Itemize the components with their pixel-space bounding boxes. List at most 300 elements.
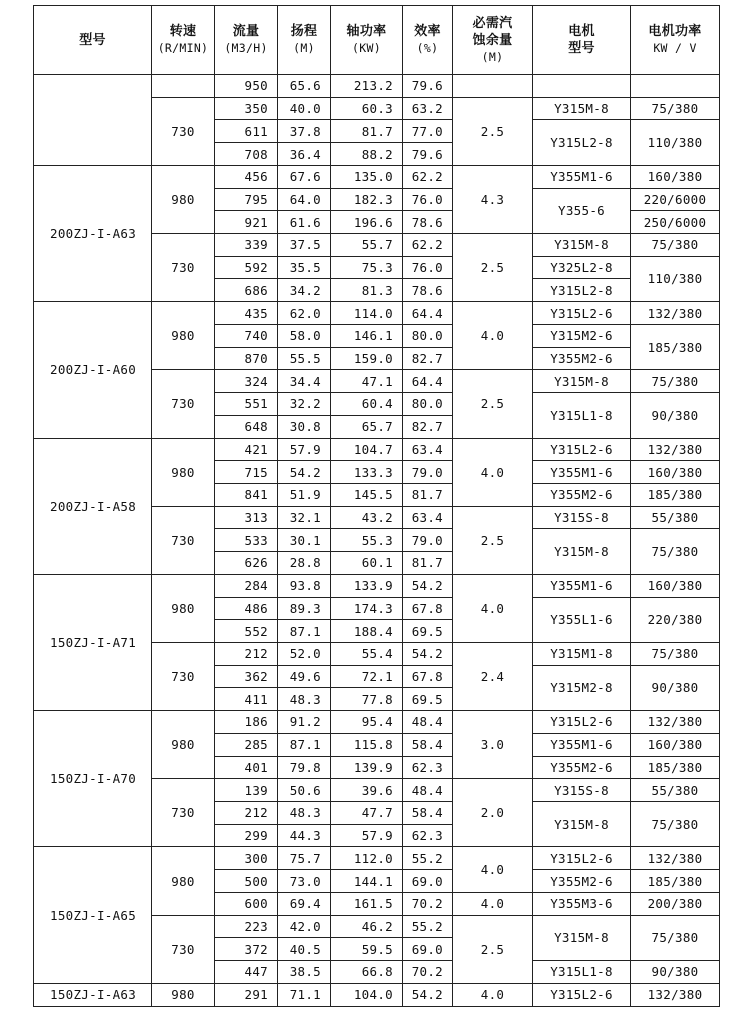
shaft-power-cell: 55.4 bbox=[331, 642, 403, 665]
flow-cell: 284 bbox=[215, 574, 278, 597]
shaft-power-cell: 88.2 bbox=[331, 143, 403, 166]
head-cell: 61.6 bbox=[278, 211, 331, 234]
header-unit: (M) bbox=[481, 49, 504, 64]
flow-cell: 186 bbox=[215, 711, 278, 734]
efficiency-cell: 55.2 bbox=[403, 847, 453, 870]
flow-cell: 223 bbox=[215, 915, 278, 938]
model-cell: 200ZJ-I-A63 bbox=[34, 165, 152, 301]
flow-cell: 324 bbox=[215, 370, 278, 393]
head-cell: 64.0 bbox=[278, 188, 331, 211]
header-unit: (%) bbox=[416, 41, 439, 55]
shaft-power-cell: 133.9 bbox=[331, 574, 403, 597]
head-cell: 54.2 bbox=[278, 461, 331, 484]
head-cell: 42.0 bbox=[278, 915, 331, 938]
motor-power-cell: 132/380 bbox=[631, 983, 720, 1006]
shaft-power-cell: 146.1 bbox=[331, 324, 403, 347]
shaft-power-cell: 95.4 bbox=[331, 711, 403, 734]
table-row bbox=[34, 75, 720, 98]
efficiency-cell: 70.2 bbox=[403, 892, 453, 915]
speed-cell: 980 bbox=[152, 847, 215, 915]
motor-power-cell: 132/380 bbox=[631, 302, 720, 325]
speed-cell: 980 bbox=[152, 165, 215, 233]
shaft-power-cell: 77.8 bbox=[331, 688, 403, 711]
npsh-cell: 2.0 bbox=[453, 779, 533, 847]
flow-cell: 456 bbox=[215, 165, 278, 188]
head-cell: 48.3 bbox=[278, 688, 331, 711]
shaft-power-cell: 135.0 bbox=[331, 165, 403, 188]
efficiency-cell: 63.4 bbox=[403, 438, 453, 461]
efficiency-cell: 69.0 bbox=[403, 938, 453, 961]
efficiency-cell: 79.0 bbox=[403, 529, 453, 552]
flow-cell: 626 bbox=[215, 552, 278, 575]
header-title: 轴功率 bbox=[346, 24, 387, 39]
head-cell: 36.4 bbox=[278, 143, 331, 166]
flow-cell: 350 bbox=[215, 97, 278, 120]
motor-power-cell: 110/380 bbox=[631, 256, 720, 301]
head-cell: 28.8 bbox=[278, 552, 331, 575]
flow-cell: 212 bbox=[215, 802, 278, 825]
shaft-power-cell: 174.3 bbox=[331, 597, 403, 620]
table-row bbox=[34, 983, 720, 1006]
efficiency-cell: 64.4 bbox=[403, 302, 453, 325]
shaft-power-cell: 182.3 bbox=[331, 188, 403, 211]
head-cell: 69.4 bbox=[278, 892, 331, 915]
motor-power-cell: 250/6000 bbox=[631, 211, 720, 234]
motor-power-cell: 110/380 bbox=[631, 120, 720, 165]
efficiency-cell: 69.0 bbox=[403, 870, 453, 893]
shaft-power-cell: 47.1 bbox=[331, 370, 403, 393]
flow-cell: 551 bbox=[215, 393, 278, 416]
efficiency-cell: 62.3 bbox=[403, 756, 453, 779]
motor-model-cell: Y315M-8 bbox=[533, 97, 631, 120]
motor-model-cell: Y315L2-8 bbox=[533, 279, 631, 302]
motor-model-cell bbox=[533, 75, 631, 98]
motor-power-cell: 75/380 bbox=[631, 802, 720, 847]
efficiency-cell: 63.2 bbox=[403, 97, 453, 120]
npsh-cell: 2.5 bbox=[453, 370, 533, 438]
head-cell: 67.6 bbox=[278, 165, 331, 188]
shaft-power-cell: 57.9 bbox=[331, 824, 403, 847]
efficiency-cell: 79.6 bbox=[403, 75, 453, 98]
shaft-power-cell: 55.7 bbox=[331, 234, 403, 257]
motor-model-cell: Y315L1-8 bbox=[533, 961, 631, 984]
shaft-power-cell: 213.2 bbox=[331, 75, 403, 98]
efficiency-cell: 58.4 bbox=[403, 733, 453, 756]
head-cell: 75.7 bbox=[278, 847, 331, 870]
head-cell: 91.2 bbox=[278, 711, 331, 734]
npsh-cell: 4.3 bbox=[453, 165, 533, 233]
head-cell: 79.8 bbox=[278, 756, 331, 779]
motor-model-cell: Y315M-8 bbox=[533, 234, 631, 257]
efficiency-cell: 76.0 bbox=[403, 256, 453, 279]
shaft-power-cell: 66.8 bbox=[331, 961, 403, 984]
flow-cell: 486 bbox=[215, 597, 278, 620]
shaft-power-cell: 145.5 bbox=[331, 483, 403, 506]
shaft-power-cell: 133.3 bbox=[331, 461, 403, 484]
shaft-power-cell: 72.1 bbox=[331, 665, 403, 688]
head-cell: 62.0 bbox=[278, 302, 331, 325]
speed-cell: 980 bbox=[152, 574, 215, 642]
flow-cell: 870 bbox=[215, 347, 278, 370]
efficiency-cell: 77.0 bbox=[403, 120, 453, 143]
efficiency-cell: 54.2 bbox=[403, 642, 453, 665]
shaft-power-cell: 43.2 bbox=[331, 506, 403, 529]
head-cell: 52.0 bbox=[278, 642, 331, 665]
motor-power-cell: 185/380 bbox=[631, 756, 720, 779]
motor-model-cell: Y315S-8 bbox=[533, 506, 631, 529]
head-cell: 32.2 bbox=[278, 393, 331, 416]
motor-power-cell: 55/380 bbox=[631, 779, 720, 802]
motor-model-cell: Y325L2-8 bbox=[533, 256, 631, 279]
motor-model-cell: Y315M-8 bbox=[533, 370, 631, 393]
flow-cell: 648 bbox=[215, 415, 278, 438]
motor-model-cell: Y355M1-6 bbox=[533, 574, 631, 597]
flow-cell: 291 bbox=[215, 983, 278, 1006]
flow-cell: 411 bbox=[215, 688, 278, 711]
npsh-cell: 2.4 bbox=[453, 642, 533, 710]
table-row bbox=[34, 711, 720, 734]
motor-power-cell: 185/380 bbox=[631, 324, 720, 369]
speed-cell: 980 bbox=[152, 302, 215, 370]
flow-cell: 611 bbox=[215, 120, 278, 143]
npsh-cell: 4.0 bbox=[453, 847, 533, 892]
efficiency-cell: 76.0 bbox=[403, 188, 453, 211]
motor-power-cell: 132/380 bbox=[631, 847, 720, 870]
speed-cell: 980 bbox=[152, 983, 215, 1006]
head-cell: 65.6 bbox=[278, 75, 331, 98]
efficiency-cell: 82.7 bbox=[403, 347, 453, 370]
speed-cell: 980 bbox=[152, 438, 215, 506]
pump-spec-table bbox=[33, 5, 720, 1007]
efficiency-cell: 54.2 bbox=[403, 574, 453, 597]
header-motor-power bbox=[631, 6, 720, 75]
header-head bbox=[278, 6, 331, 75]
header-model bbox=[34, 6, 152, 75]
shaft-power-cell: 104.0 bbox=[331, 983, 403, 1006]
efficiency-cell: 67.8 bbox=[403, 597, 453, 620]
motor-power-cell: 220/6000 bbox=[631, 188, 720, 211]
efficiency-cell: 80.0 bbox=[403, 393, 453, 416]
flow-cell: 552 bbox=[215, 620, 278, 643]
speed-cell: 730 bbox=[152, 915, 215, 983]
efficiency-cell: 69.5 bbox=[403, 688, 453, 711]
shaft-power-cell: 159.0 bbox=[331, 347, 403, 370]
shaft-power-cell: 65.7 bbox=[331, 415, 403, 438]
efficiency-cell: 62.2 bbox=[403, 165, 453, 188]
motor-power-cell: 75/380 bbox=[631, 529, 720, 574]
shaft-power-cell: 104.7 bbox=[331, 438, 403, 461]
motor-model-cell: Y355M2-6 bbox=[533, 870, 631, 893]
npsh-cell: 4.0 bbox=[453, 438, 533, 506]
motor-power-cell bbox=[631, 75, 720, 98]
motor-power-cell: 185/380 bbox=[631, 483, 720, 506]
speed-cell: 730 bbox=[152, 506, 215, 574]
table-row bbox=[34, 438, 720, 461]
shaft-power-cell: 114.0 bbox=[331, 302, 403, 325]
head-cell: 34.2 bbox=[278, 279, 331, 302]
npsh-cell: 2.5 bbox=[453, 915, 533, 983]
shaft-power-cell: 144.1 bbox=[331, 870, 403, 893]
efficiency-cell: 58.4 bbox=[403, 802, 453, 825]
motor-model-cell: Y315M2-6 bbox=[533, 324, 631, 347]
flow-cell: 285 bbox=[215, 733, 278, 756]
flow-cell: 300 bbox=[215, 847, 278, 870]
header-title: 转速 bbox=[169, 24, 197, 39]
head-cell: 73.0 bbox=[278, 870, 331, 893]
motor-power-cell: 75/380 bbox=[631, 642, 720, 665]
header-title: 型号 bbox=[79, 32, 106, 48]
shaft-power-cell: 60.4 bbox=[331, 393, 403, 416]
table-row bbox=[34, 302, 720, 325]
header-unit: (R/MIN) bbox=[157, 41, 209, 55]
motor-model-cell: Y315L2-6 bbox=[533, 302, 631, 325]
motor-power-cell: 75/380 bbox=[631, 234, 720, 257]
flow-cell: 500 bbox=[215, 870, 278, 893]
efficiency-cell: 81.7 bbox=[403, 483, 453, 506]
flow-cell: 212 bbox=[215, 642, 278, 665]
motor-model-cell: Y355-6 bbox=[533, 188, 631, 233]
head-cell: 48.3 bbox=[278, 802, 331, 825]
header-title: 扬程 bbox=[290, 24, 318, 39]
efficiency-cell: 70.2 bbox=[403, 961, 453, 984]
head-cell: 38.5 bbox=[278, 961, 331, 984]
efficiency-cell: 79.6 bbox=[403, 143, 453, 166]
speed-cell: 730 bbox=[152, 97, 215, 165]
motor-power-cell: 185/380 bbox=[631, 870, 720, 893]
flow-cell: 592 bbox=[215, 256, 278, 279]
header-npsh bbox=[453, 6, 533, 75]
shaft-power-cell: 81.3 bbox=[331, 279, 403, 302]
motor-model-cell: Y315M-8 bbox=[533, 802, 631, 847]
head-cell: 37.5 bbox=[278, 234, 331, 257]
header-unit: (KW) bbox=[352, 41, 381, 55]
efficiency-cell: 62.2 bbox=[403, 234, 453, 257]
header-title: 电机 型号 bbox=[568, 24, 595, 56]
head-cell: 32.1 bbox=[278, 506, 331, 529]
npsh-cell: 3.0 bbox=[453, 711, 533, 779]
speed-cell: 730 bbox=[152, 642, 215, 710]
motor-power-cell: 90/380 bbox=[631, 393, 720, 438]
shaft-power-cell: 59.5 bbox=[331, 938, 403, 961]
head-cell: 30.8 bbox=[278, 415, 331, 438]
shaft-power-cell: 55.3 bbox=[331, 529, 403, 552]
flow-cell: 401 bbox=[215, 756, 278, 779]
shaft-power-cell: 47.7 bbox=[331, 802, 403, 825]
model-cell: 150ZJ-I-A63 bbox=[34, 983, 152, 1006]
shaft-power-cell: 196.6 bbox=[331, 211, 403, 234]
motor-power-cell: 220/380 bbox=[631, 597, 720, 642]
speed-cell: 730 bbox=[152, 779, 215, 847]
header-title: 电机功率 bbox=[648, 24, 702, 39]
npsh-cell: 4.0 bbox=[453, 574, 533, 642]
header-unit: (M3/H) bbox=[224, 41, 268, 55]
shaft-power-cell: 161.5 bbox=[331, 892, 403, 915]
shaft-power-cell: 75.3 bbox=[331, 256, 403, 279]
head-cell: 30.1 bbox=[278, 529, 331, 552]
motor-power-cell: 160/380 bbox=[631, 574, 720, 597]
header-title: 必需汽 蚀余量 bbox=[472, 15, 513, 48]
header-shaft-power bbox=[331, 6, 403, 75]
shaft-power-cell: 139.9 bbox=[331, 756, 403, 779]
head-cell: 87.1 bbox=[278, 733, 331, 756]
npsh-cell: 2.5 bbox=[453, 234, 533, 302]
npsh-cell bbox=[453, 75, 533, 98]
model-cell: 200ZJ-I-A58 bbox=[34, 438, 152, 574]
flow-cell: 435 bbox=[215, 302, 278, 325]
header-row bbox=[34, 6, 720, 75]
efficiency-cell: 48.4 bbox=[403, 711, 453, 734]
head-cell: 51.9 bbox=[278, 483, 331, 506]
motor-power-cell: 132/380 bbox=[631, 438, 720, 461]
motor-power-cell: 75/380 bbox=[631, 915, 720, 960]
motor-model-cell: Y355M3-6 bbox=[533, 892, 631, 915]
efficiency-cell: 55.2 bbox=[403, 915, 453, 938]
flow-cell: 447 bbox=[215, 961, 278, 984]
npsh-cell: 2.5 bbox=[453, 506, 533, 574]
npsh-cell: 4.0 bbox=[453, 983, 533, 1006]
flow-cell: 600 bbox=[215, 892, 278, 915]
flow-cell: 686 bbox=[215, 279, 278, 302]
npsh-cell: 4.0 bbox=[453, 892, 533, 915]
speed-cell: 980 bbox=[152, 711, 215, 779]
motor-model-cell: Y315L2-8 bbox=[533, 120, 631, 165]
motor-power-cell: 55/380 bbox=[631, 506, 720, 529]
efficiency-cell: 63.4 bbox=[403, 506, 453, 529]
model-cell bbox=[34, 75, 152, 166]
head-cell: 50.6 bbox=[278, 779, 331, 802]
head-cell: 49.6 bbox=[278, 665, 331, 688]
efficiency-cell: 62.3 bbox=[403, 824, 453, 847]
efficiency-cell: 79.0 bbox=[403, 461, 453, 484]
head-cell: 57.9 bbox=[278, 438, 331, 461]
table-row bbox=[34, 847, 720, 870]
model-cell: 150ZJ-I-A70 bbox=[34, 711, 152, 847]
motor-power-cell: 132/380 bbox=[631, 711, 720, 734]
motor-model-cell: Y315L2-6 bbox=[533, 983, 631, 1006]
header-efficiency bbox=[403, 6, 453, 75]
table-row bbox=[34, 574, 720, 597]
motor-model-cell: Y315M1-8 bbox=[533, 642, 631, 665]
flow-cell: 740 bbox=[215, 324, 278, 347]
header-motor-model bbox=[533, 6, 631, 75]
motor-power-cell: 90/380 bbox=[631, 665, 720, 710]
flow-cell: 421 bbox=[215, 438, 278, 461]
flow-cell: 339 bbox=[215, 234, 278, 257]
efficiency-cell: 48.4 bbox=[403, 779, 453, 802]
model-cell: 150ZJ-I-A71 bbox=[34, 574, 152, 710]
motor-model-cell: Y315S-8 bbox=[533, 779, 631, 802]
flow-cell: 299 bbox=[215, 824, 278, 847]
header-title: 效率 bbox=[414, 24, 441, 39]
shaft-power-cell: 115.8 bbox=[331, 733, 403, 756]
efficiency-cell: 78.6 bbox=[403, 279, 453, 302]
flow-cell: 533 bbox=[215, 529, 278, 552]
flow-cell: 372 bbox=[215, 938, 278, 961]
efficiency-cell: 69.5 bbox=[403, 620, 453, 643]
speed-cell: 730 bbox=[152, 234, 215, 302]
shaft-power-cell: 188.4 bbox=[331, 620, 403, 643]
model-cell: 200ZJ-I-A60 bbox=[34, 302, 152, 438]
flow-cell: 795 bbox=[215, 188, 278, 211]
motor-model-cell: Y355M2-6 bbox=[533, 756, 631, 779]
head-cell: 71.1 bbox=[278, 983, 331, 1006]
header-unit: (M) bbox=[293, 41, 315, 55]
efficiency-cell: 67.8 bbox=[403, 665, 453, 688]
header-unit: KW / V bbox=[653, 41, 697, 55]
head-cell: 89.3 bbox=[278, 597, 331, 620]
efficiency-cell: 81.7 bbox=[403, 552, 453, 575]
npsh-cell: 2.5 bbox=[453, 97, 533, 165]
motor-power-cell: 200/380 bbox=[631, 892, 720, 915]
motor-model-cell: Y315L2-6 bbox=[533, 438, 631, 461]
efficiency-cell: 80.0 bbox=[403, 324, 453, 347]
head-cell: 40.5 bbox=[278, 938, 331, 961]
shaft-power-cell: 39.6 bbox=[331, 779, 403, 802]
flow-cell: 362 bbox=[215, 665, 278, 688]
head-cell: 40.0 bbox=[278, 97, 331, 120]
table-body bbox=[34, 75, 720, 1007]
head-cell: 35.5 bbox=[278, 256, 331, 279]
flow-cell: 950 bbox=[215, 75, 278, 98]
table-row bbox=[34, 165, 720, 188]
motor-power-cell: 75/380 bbox=[631, 97, 720, 120]
shaft-power-cell: 46.2 bbox=[331, 915, 403, 938]
motor-model-cell: Y355M2-6 bbox=[533, 483, 631, 506]
motor-model-cell: Y355L1-6 bbox=[533, 597, 631, 642]
shaft-power-cell: 60.1 bbox=[331, 552, 403, 575]
head-cell: 34.4 bbox=[278, 370, 331, 393]
flow-cell: 715 bbox=[215, 461, 278, 484]
shaft-power-cell: 60.3 bbox=[331, 97, 403, 120]
motor-power-cell: 160/380 bbox=[631, 461, 720, 484]
head-cell: 87.1 bbox=[278, 620, 331, 643]
head-cell: 93.8 bbox=[278, 574, 331, 597]
motor-model-cell: Y355M1-6 bbox=[533, 733, 631, 756]
efficiency-cell: 54.2 bbox=[403, 983, 453, 1006]
motor-model-cell: Y315L2-6 bbox=[533, 847, 631, 870]
speed-cell: 730 bbox=[152, 370, 215, 438]
model-cell: 150ZJ-I-A65 bbox=[34, 847, 152, 983]
motor-model-cell: Y355M2-6 bbox=[533, 347, 631, 370]
motor-model-cell: Y315M-8 bbox=[533, 529, 631, 574]
head-cell: 55.5 bbox=[278, 347, 331, 370]
motor-model-cell: Y315M2-8 bbox=[533, 665, 631, 710]
efficiency-cell: 78.6 bbox=[403, 211, 453, 234]
motor-model-cell: Y355M1-6 bbox=[533, 165, 631, 188]
motor-model-cell: Y315L1-8 bbox=[533, 393, 631, 438]
motor-power-cell: 90/380 bbox=[631, 961, 720, 984]
npsh-cell: 4.0 bbox=[453, 302, 533, 370]
header-flow bbox=[215, 6, 278, 75]
motor-power-cell: 75/380 bbox=[631, 370, 720, 393]
shaft-power-cell: 81.7 bbox=[331, 120, 403, 143]
efficiency-cell: 82.7 bbox=[403, 415, 453, 438]
motor-model-cell: Y355M1-6 bbox=[533, 461, 631, 484]
flow-cell: 921 bbox=[215, 211, 278, 234]
motor-model-cell: Y315L2-6 bbox=[533, 711, 631, 734]
efficiency-cell: 64.4 bbox=[403, 370, 453, 393]
flow-cell: 313 bbox=[215, 506, 278, 529]
flow-cell: 841 bbox=[215, 483, 278, 506]
motor-power-cell: 160/380 bbox=[631, 733, 720, 756]
head-cell: 37.8 bbox=[278, 120, 331, 143]
speed-cell bbox=[152, 75, 215, 98]
head-cell: 44.3 bbox=[278, 824, 331, 847]
head-cell: 58.0 bbox=[278, 324, 331, 347]
header-title: 流量 bbox=[232, 24, 260, 39]
shaft-power-cell: 112.0 bbox=[331, 847, 403, 870]
flow-cell: 708 bbox=[215, 143, 278, 166]
